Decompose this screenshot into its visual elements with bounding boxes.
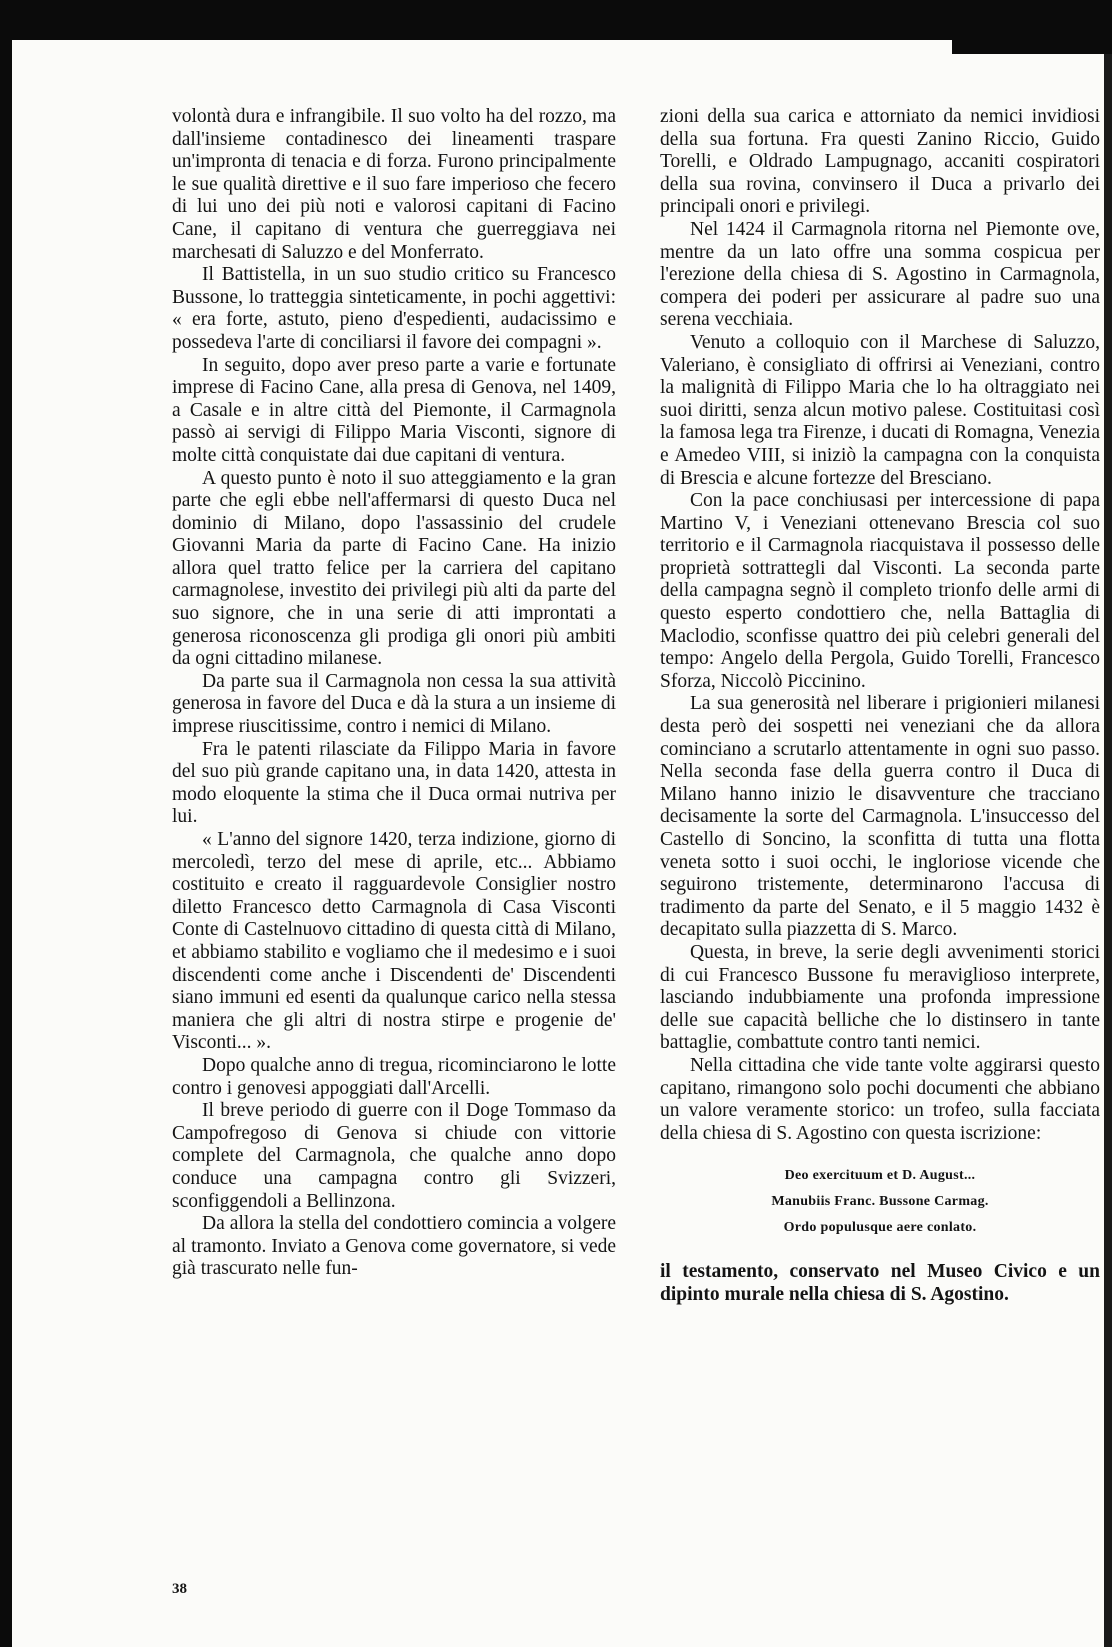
paragraph: zioni della sua carica e attorniato da nemici invidiosi della sua fortuna. Fra questi Zanino Riccio, Guido Torelli, e Oldrado Lampugnago, accaniti cospiratori della sua rovina, convinsero il Duca a privarlo dei principali onori e privilegi. — [660, 106, 1100, 218]
scan-border-top — [0, 0, 1112, 40]
scan-border-notch — [952, 40, 1112, 54]
left-column — [172, 106, 616, 1281]
scan-border-left — [0, 0, 12, 1647]
paragraph: Questa, in breve, la serie degli avvenimenti storici di cui Francesco Bussone fu meraviglioso interprete, lasciando indubbiamente una profonda impressione delle sue capacità belliche che lo distinsero in tante battaglie, combattute contro tanti nemici. — [660, 941, 1100, 1054]
page-number: 38 — [172, 1581, 187, 1597]
paragraph: Il breve periodo di guerre con il Doge Tommaso da Campofregoso di Genova si chiude con vittorie complete del Carmagnola, che qualche anno dopo conduce una campagna contro gli Svizzeri, sconfiggendoli a Bellinzona. — [172, 1100, 616, 1212]
paragraph: Da parte sua il Carmagnola non cessa la sua attività generosa in favore del Duca e dà la stura a un insieme di imprese riuscitissime, contro i nemici di Milano. — [172, 670, 616, 738]
closing-paragraph: il testamento, conservato nel Museo Civico e un dipinto murale nella chiesa di S. Agostino. — [660, 1261, 1100, 1305]
inscription — [660, 1163, 1100, 1241]
paragraph: Il Battistella, in un suo studio critico su Francesco Bussone, lo tratteggia sinteticamente, in pochi aggettivi: « era forte, astuto, pieno d'espedienti, audacissimo e possedeva l'arte di conciliarsi il favore dei compagni ». — [172, 264, 616, 353]
scan-border-right — [1104, 54, 1112, 1647]
paragraph: Con la pace conchiusasi per intercessione di papa Martino V, i Veneziani ottenevano Brescia col suo territorio e il Carmagnola riacquistava il possesso delle proprietà sottrattegli dal Visconti. La seconda parte della campagna segnò il completo trionfo delle armi di questo esperto condottiero che, nella Battaglia di Maclodio, sconfisse quattro dei più celebri generali del tempo: Angelo della Pergola, Guido Torelli, Francesco Sforza, Niccolò Piccinino. — [660, 490, 1100, 692]
paragraph: Nella cittadina che vide tante volte aggirarsi questo capitano, rimangono solo pochi documenti che abbiano un valore veramente storico: un trofeo, sulla facciata della chiesa di S. Agostino con questa iscrizione: — [660, 1054, 1100, 1144]
quoted-patent: « L'anno del signore 1420, terza indizione, giorno di mercoledì, terzo del mese di aprile, etc... Abbiamo costituito e creato il ragguardevole Consiglier nostro diletto Francesco detto Carmagnola di Casa Visconti Conte di Castelnuovo cittadino di questa città di Milano, et abbiamo stabilito e vogliamo che il medesimo e i suoi discendenti come anche i Discendenti de' Discendenti siano immuni ed esenti da qualunque carico nella stessa maniera che gli altri di nostra stirpe e progenie de' Visconti... ». — [172, 829, 616, 1054]
paragraph: Venuto a colloquio con il Marchese di Saluzzo, Valeriano, è consigliato di offrirsi ai Veneziani, contro la malignità di Filippo Maria che lo ha oltraggiato nei suoi diritti, senza alcun motivo palese. Costituitasi così la famosa lega tra Firenze, i ducati di Romagna, Venezia e Amedeo VIII, si iniziò la campagna con la conquista di Brescia e alcune fortezze del Bresciano. — [660, 331, 1100, 489]
paragraph: Da allora la stella del condottiero comincia a volgere al tramonto. Inviato a Genova come governatore, si vede già trascurato nelle fun- — [172, 1213, 616, 1280]
inscription-line: Manubiis Franc. Bussone Carmag. — [771, 1194, 989, 1210]
inscription-line: Deo exercituum et D. August... — [784, 1168, 976, 1184]
paragraph: volontà dura e infrangibile. Il suo volto ha del rozzo, ma dall'insieme contadinesco dei lineamenti traspare un'impronta di tenacia e di forza. Furono principalmente le sue qualità direttive e il suo fare imperioso che fecero di lui uno dei più noti e valorosi capitani di Facino Cane, il capitano di ventura che guerreggiava nei marchesati di Saluzzo e del Monferrato. — [172, 106, 616, 263]
paragraph: In seguito, dopo aver preso parte a varie e fortunate imprese di Facino Cane, alla presa di Genova, nel 1409, a Casale e in altre città del Piemonte, il Carmagnola passò ai servigi di Filippo Maria Visconti, signore di molte città conquistate dai due capitani di ventura. — [172, 354, 616, 466]
paragraph: Fra le patenti rilasciate da Filippo Maria in favore del suo più grande capitano una, in data 1420, attesta in modo eloquente la stima che il Duca ormai nutriva per lui. — [172, 738, 616, 828]
paragraph: Nel 1424 il Carmagnola ritorna nel Piemonte ove, mentre da un lato offre una somma cospicua per l'erezione della chiesa di S. Agostino in Carmagnola, compera dei poderi per assicurare al padre suo una serena vecchiaia. — [660, 218, 1100, 331]
right-column — [660, 106, 1100, 1307]
paragraph: Dopo qualche anno di tregua, ricominciarono le lotte contro i genovesi appoggiati dall'Arcelli. — [172, 1054, 616, 1099]
paragraph: A questo punto è noto il suo atteggiamento e la gran parte che egli ebbe nell'affermarsi di questo Duca nel dominio di Milano, dopo l'assassinio del crudele Giovanni Maria da parte di Facino Cane. Ha inizio allora quel tratto felice per la carriera del capitano carmagnolese, investito dei privilegi più alti da parte del suo signore, che in una serie di atti improntati a generosa riconoscenza gli prodiga gli onori più ambiti da ogni cittadino milanese. — [172, 467, 616, 670]
inscription-line: Ordo populusque aere conlato. — [783, 1220, 977, 1236]
paragraph: La sua generosità nel liberare i prigionieri milanesi desta però dei sospetti nei veneziani che da allora cominciano a scrutarlo attentamente in ogni suo passo. Nella seconda fase della guerra contro il Duca di Milano hanno inizio le disavventure che tracciano decisamente la sorte del Carmagnola. L'insuccesso del Castello di Soncino, la sconfitta di tutta una flotta veneta sotto i suoi occhi, le ingloriose vicende che seguirono tristemente, determinarono l'accusa di tradimento da parte del Senato, e il 5 maggio 1432 è decapitato sulla piazzetta di S. Marco. — [660, 693, 1100, 941]
